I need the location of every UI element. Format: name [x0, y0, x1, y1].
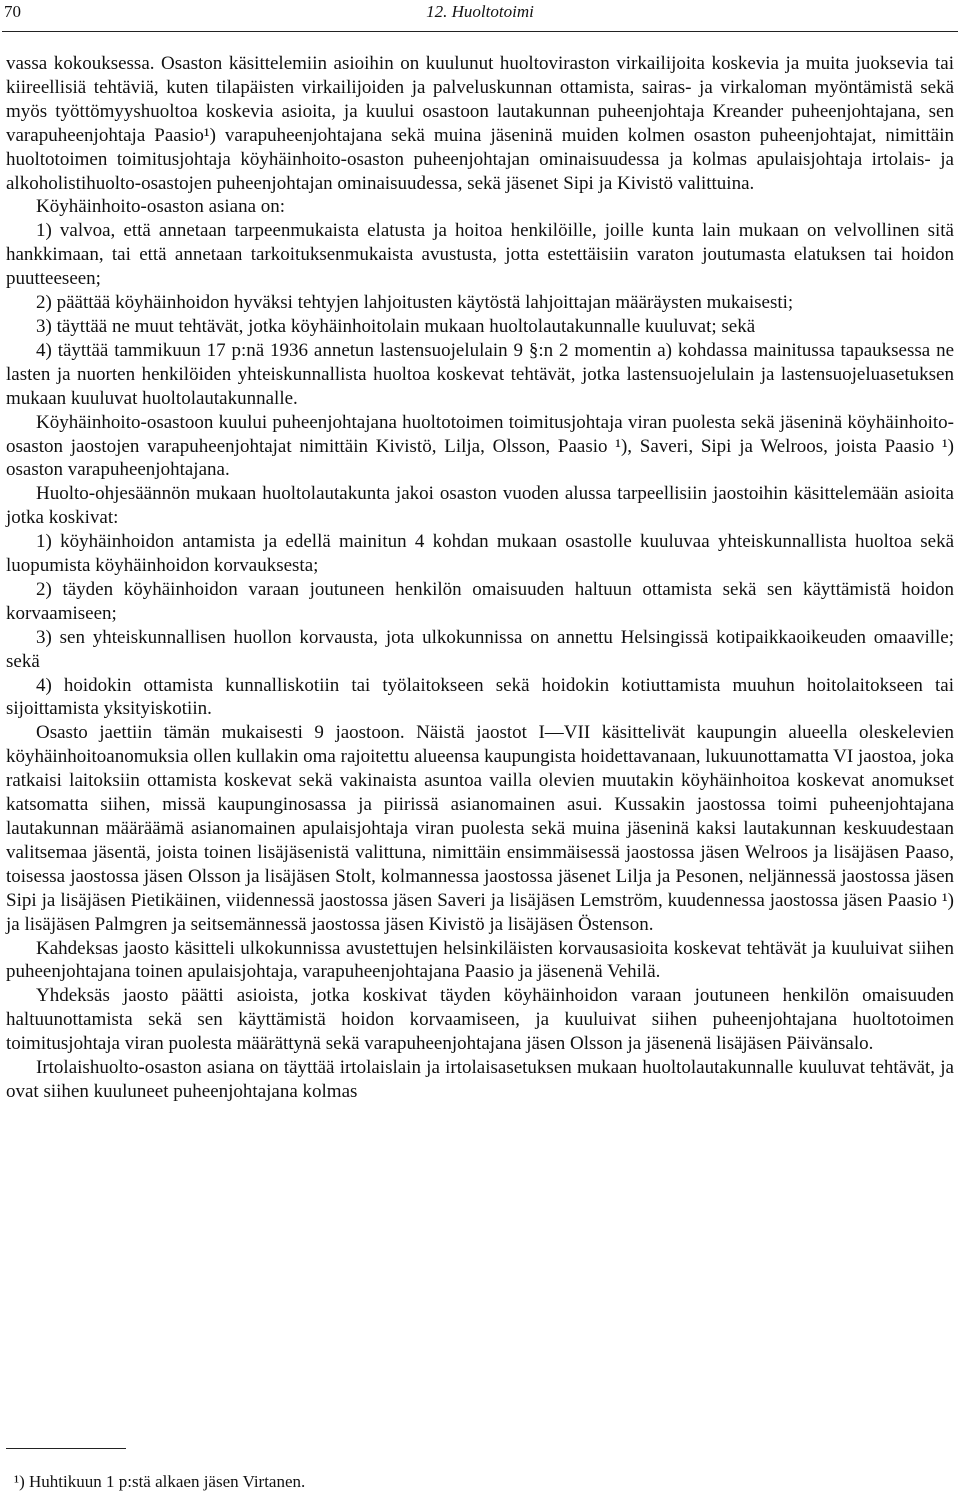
- body-text: [6, 52, 954, 1104]
- list-item: 3) sen yhteiskunnallisen huollon korvausta, jota ulkokunnissa on annettu Helsingissä kotipaikkaoikeuden omaaville; sekä: [6, 626, 954, 672]
- section-title: 12. Huoltotoimi: [426, 2, 534, 21]
- header-rule: [2, 31, 958, 32]
- list-item: 4) täyttää tammikuun 17 p:nä 1936 annetun lastensuojelulain 9 §:n 2 momentin a) kohdassa mainitussa tapauksessa ne lasten ja nuorten henkilöiden yhteiskunnallista huoltoa koskevat tehtävät, jotka lastensuojelulain ja lastensuojeluasetuksen mukaan kuuluvat huoltolautakunnalle.: [6, 339, 954, 409]
- paragraph: vassa kokouksessa. Osaston käsittelemiin asioihin on kuulunut huoltoviraston virkailijoita koskevia ja muita juoksevia tai kiireellisiä tehtäviä, kuten tilapäisten virkailijoiden ja palveluskunnan ottamista, sairas- ja virkaloman myöntämistä sekä myös työttömyyshuoltoa koskevia asioita, ja kuului osastoon lautakunnan puheenjohtaja Kreander puheenjohtajana, sen varapuheenjohtaja Paasio¹) varapuheenjohtajana sekä muina jäseninä muiden kolmen osaston puheenjohtajat, nimittäin huoltotoimen toimitusjohtaja köyhäinhoito-osaston puheenjohtajan ominaisuudessa ja kolmas apulaisjohtaja irtolais- ja alkoholistihuolto-osastojen puheenjohtajan ominaisuudessa, sekä jäsenet Sipi ja Kivistö valittuina.: [6, 53, 954, 194]
- paragraph: Osasto jaettiin tämän mukaisesti 9 jaostoon. Näistä jaostot I—VII käsittelivät kaupungin alueella oleskelevien köyhäinhoitoanomuksia ollen kullakin oma rajoitettu alueensa kaupungista hoidettavanaan, lukuunottamatta VI jaostoa, joka ratkaisi laitoksiin ottamista koskevat sekä vakinaista asuntoa vailla olevien muutakin köyhäinhoitoa koskevat anomukset katsomatta siihen, missä kaupunginosassa ja piirissä asianomainen asui. Kussakin jaostossa toimi puheenjohtajana lautakunnan määräämä asianomainen apulaisjohtaja viran puolesta sekä muina jäseninä kaksi lautakunnan keskuudestaan valitsemaa jäsentä, joista toinen lisäjäsenistä valittuna, nimittäin ensimmäisessä jaostossa jäsen Welroos ja lisäjäsen Paaso, toisessa jaostossa jäsen Olsson ja lisäjäsen Stolt, kolmannessa jaostossa jäsenet Lilja ja Pesonen, neljännessä jaostossa jäsen Sipi ja lisäjäsen Pietikäinen, viidennessä jaostossa jäsen Saveri ja lisäjäsen Lemström, kuudennessa jaostossa jäsen Paasio ¹) ja lisäjäsen Palmgren ja seitsemännessä jaostossa jäsen Kivistö ja lisäjäsen Östenson.: [6, 722, 954, 935]
- list-item: 1) köyhäinhoidon antamista ja edellä mainitun 4 kohdan mukaan osastolle kuuluvaa yhteiskunnallista huoltoa sekä luopumista köyhäinhoidon korvauksesta;: [6, 531, 954, 577]
- paragraph: Köyhäinhoito-osastoon kuului puheenjohtajana huoltotoimen toimitusjohtaja viran puolesta sekä jäseninä köyhäinhoito-osaston jaostojen varapuheenjohtajat nimittäin Kivistö, Lilja, Olsson, Paasio ¹), Saveri, Sipi ja Welroos, joista Paasio ¹) osaston varapuheenjohtajana.: [6, 411, 954, 481]
- list-item: 2) täyden köyhäinhoidon varaan joutuneen henkilön omaisuuden haltuun ottamista sekä sen käyttämistä hoidon korvaamiseen;: [6, 578, 954, 624]
- list-item: 4) hoidokin ottamista kunnalliskotiin tai työlaitokseen sekä hoidokin kotiuttamista muuhun hoitolaitokseen tai sijoittamista yksityiskotiin.: [6, 674, 954, 720]
- running-header: [0, 0, 960, 26]
- paragraph: Yhdeksäs jaosto päätti asioista, jotka koskivat täyden köyhäinhoidon varaan joutuneen henkilön omaisuuden haltuunottamista sekä sen käyttämistä hoidon korvaamiseen, ja kuuluivat siihen puheenjohtajana huoltotoimen toimitusjohtaja viran puolesta määrättynä sekä varapuheenjohtajana jäsen Olsson ja jäsenenä lisäjäsen Päivänsalo.: [6, 985, 954, 1055]
- list-item: 2) päättää köyhäinhoidon hyväksi tehtyjen lahjoitusten käytöstä lahjoittajan määräysten mukaisesti;: [36, 292, 794, 314]
- paragraph: Irtolaishuolto-osaston asiana on täyttää irtolaislain ja irtolaisasetuksen mukaan huoltolautakunnalle kuuluvat tehtävät, ja ovat siihen kuuluneet puheenjohtajana kolmas: [6, 1057, 954, 1102]
- paragraph: Kahdeksas jaosto käsitteli ulkokunnissa avustettujen helsinkiläisten korvausasioita koskevat tehtävät ja kuuluivat siihen puheenjohtajana toinen apulaisjohtaja, varapuheenjohtajana Paasio ja jäsenenä Vehilä.: [6, 937, 954, 983]
- page-number: 70: [4, 2, 21, 21]
- paragraph: Huolto-ohjesäännön mukaan huoltolautakunta jakoi osaston vuoden alussa tarpeellisiin jaostoihin käsittelemään asioita jotka koskivat:: [6, 483, 954, 529]
- footnote: ¹) Huhtikuun 1 p:stä alkaen jäsen Virtanen.: [14, 1472, 306, 1491]
- paragraph: Köyhäinhoito-osaston asiana on:: [36, 196, 286, 218]
- list-item: 1) valvoa, että annetaan tarpeenmukaista elatusta ja hoitoa henkilöille, joille kunta lain mukaan on velvollinen sitä hankkimaan, tai että annetaan tarkoituksenmukaista avustusta, jotta estettäisiin varaton joutumasta elatuksen tai hoidon puutteeseen;: [6, 220, 954, 290]
- list-item: 3) täyttää ne muut tehtävät, jotka köyhäinhoitolain mukaan huoltolautakunnalle kuuluvat; sekä: [36, 315, 756, 337]
- footnote-rule: [6, 1448, 126, 1449]
